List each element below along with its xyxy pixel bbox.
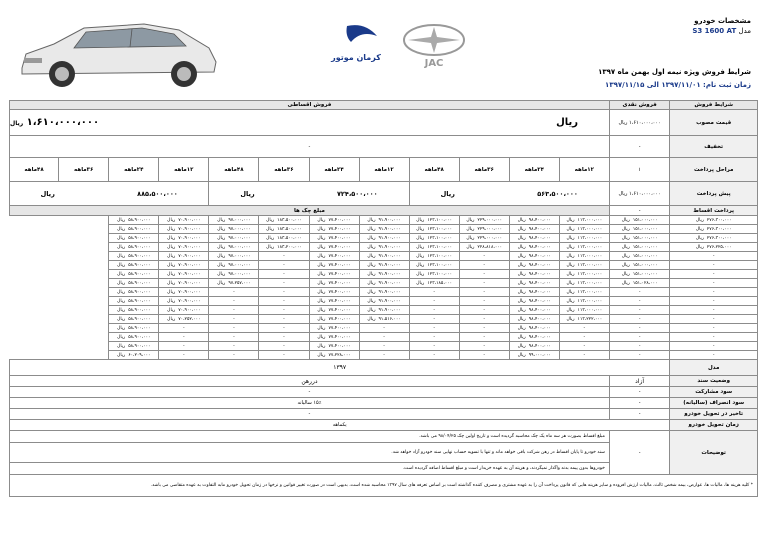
check-cell: - <box>559 324 609 333</box>
check-cell: - <box>559 351 609 360</box>
check-cell: - <box>609 306 670 315</box>
check-cell: - <box>670 306 758 315</box>
check-row <box>10 261 758 270</box>
check-cell: ۷۰،۹۰۰،۰۰۰ریال <box>159 216 209 225</box>
check-cell: ۹۸،۴۰۰،۰۰۰ریال <box>509 279 559 288</box>
check-cell: - <box>670 351 758 360</box>
check-row <box>10 315 758 324</box>
check-row <box>10 342 758 351</box>
check-cell: ۱۵۱،۰۰۰،۰۰۰ریال <box>609 270 670 279</box>
check-cell: ۹۱،۹۰۰،۰۰۰ریال <box>359 270 409 279</box>
check-cell: - <box>670 270 758 279</box>
check-cell: ۵۸،۹۰۰،۰۰۰ریال <box>109 234 159 243</box>
check-cell: - <box>670 288 758 297</box>
register-time: زمان ثبت نام: ۱۳۹۷/۱۱/۰۱ الی ۱۳۹۷/۱۱/۱۵ <box>605 81 751 89</box>
check-cell: - <box>409 288 459 297</box>
check-cell: ۷۰،۹۰۰،۰۰۰ریال <box>159 297 209 306</box>
installment-label: فروش اقساطی <box>10 101 610 110</box>
check-cell: ۲۷۶،۳۰۰،۰۰۰ریال <box>670 216 758 225</box>
check-cell: ۱۵۱،۰۲۸،۰۰۰ریال <box>609 279 670 288</box>
check-cell: ۹۸،۴۰۰،۰۰۰ریال <box>509 342 559 351</box>
delay-label: تاخیر در تحویل خودرو <box>670 409 758 420</box>
check-cell: ۷۷،۴۰۰،۰۰۰ریال <box>309 243 359 252</box>
footnote: * کلیه هزینه ها، مالیات ها، عوارض، بیمه شخص ثالث، مالیات ارزش افزوده و سایر هزینه هایی که قانون پرداخت آن را به عهده مشتری و مصرف کننده گذاشته است بر اساس تعرفه های سال ۱۳۹۷ محاسبه شده است، بدیهی است در صورت تغییر قوانین و نرخها در زمان تحویل خودرو مابه التفاوت به عهده متقاضی می باشد. <box>10 475 758 497</box>
prepay-3: ۸۸۵،۵۰۰،۰۰۰ ریال <box>10 182 209 206</box>
stage-11: ۳۶ماهه <box>59 158 109 182</box>
check-cell: ۵۸،۹۰۰،۰۰۰ریال <box>109 261 159 270</box>
delay-cash: - <box>609 409 670 420</box>
check-cell: ۱۸۳،۵۰۰،۰۰۰ریال <box>259 234 309 243</box>
check-cell: - <box>670 324 758 333</box>
stage-3: ۳۶ماهه <box>459 158 509 182</box>
note-2: سند خودرو تا پایان اقساط در رهن شرکت باقی خواهد ماند و تنها با تسویه حساب نهایی سند خودرو آزاد خواهد شد. <box>10 443 610 463</box>
check-cell: ۷۷،۴۰۰،۰۰۰ریال <box>309 333 359 342</box>
check-cell: - <box>609 288 670 297</box>
price-table <box>9 100 758 497</box>
check-cell: - <box>670 297 758 306</box>
check-cell: - <box>609 297 670 306</box>
doc-inst: دررهن <box>10 376 610 387</box>
check-cell: - <box>609 351 670 360</box>
check-amount-label: مبلغ چک ها <box>10 206 610 216</box>
installments-label: پرداخت اقساط <box>670 206 758 216</box>
check-cell: - <box>559 333 609 342</box>
check-cell: ۱۱۳،۰۰۰،۰۰۰ریال <box>559 234 609 243</box>
check-cell: - <box>259 306 309 315</box>
check-cell: - <box>459 297 509 306</box>
check-cell: ۹۸،۴۰۰،۰۰۰ریال <box>509 306 559 315</box>
check-cell: - <box>459 342 509 351</box>
check-cell: ۷۷،۴۰۰،۰۰۰ریال <box>309 342 359 351</box>
check-cell: ۷۰،۹۰۰،۰۰۰ریال <box>159 225 209 234</box>
check-cell: ۲۲۹،۰۰۰،۰۰۰ریال <box>459 225 509 234</box>
rial-left: ریال <box>556 117 579 128</box>
stage-7: ۳۶ماهه <box>259 158 309 182</box>
check-cell: ۷۰،۹۰۰،۰۰۰ریال <box>159 243 209 252</box>
check-cell: ۵۸،۹۰۰،۰۰۰ریال <box>109 270 159 279</box>
check-cell: ۷۰،۹۰۰،۰۰۰ریال <box>159 270 209 279</box>
prepay-1: ۵۶۳،۵۰۰،۰۰۰ ریال <box>409 182 609 206</box>
check-cell: - <box>209 288 259 297</box>
check-cell: - <box>159 342 209 351</box>
check-cell: ۱۱۳،۰۰۰،۰۰۰ریال <box>559 225 609 234</box>
conditions-block <box>598 66 751 92</box>
stage-5: ۱۲ماهه <box>359 158 409 182</box>
prepay-cash: ۱،۶۱۰،۰۰۰،۰۰۰ ریال <box>609 182 670 206</box>
installment-price: ریال ۱،۶۱۰،۰۰۰،۰۰۰ ریال <box>10 110 610 136</box>
check-cell: - <box>670 279 758 288</box>
check-cell: ۹۸،۴۰۰،۰۰۰ریال <box>509 243 559 252</box>
check-cell: ۹۱،۹۰۰،۰۰۰ریال <box>359 243 409 252</box>
check-cell: - <box>209 324 259 333</box>
check-cell: ۹۱،۹۰۰،۰۰۰ریال <box>359 216 409 225</box>
check-cell: - <box>459 252 509 261</box>
delay-inst: - <box>10 409 610 420</box>
stage-8: ۴۸ماهه <box>209 158 259 182</box>
kerman-motor-logo <box>325 22 387 66</box>
check-cell: - <box>409 333 459 342</box>
check-cell: - <box>159 351 209 360</box>
check-cell: ۵۸،۹۰۰،۰۰۰ریال <box>109 324 159 333</box>
page-header <box>0 0 769 100</box>
check-cell: ۷۰،۹۰۰،۰۰۰ریال <box>159 234 209 243</box>
delivery-label: زمان تحویل خودرو <box>670 420 758 431</box>
partnership-cash: - <box>609 387 670 398</box>
check-cell: - <box>259 252 309 261</box>
check-cell: - <box>609 315 670 324</box>
check-cell: - <box>259 324 309 333</box>
check-cell: ۵۸،۹۰۰،۰۰۰ریال <box>109 288 159 297</box>
conditions-title: شرایط فروش ویژه نیمه اول بهمن ماه ۱۳۹۷ <box>598 68 751 76</box>
check-cell: - <box>359 351 409 360</box>
check-cell: - <box>359 333 409 342</box>
check-cell: - <box>670 342 758 351</box>
check-row <box>10 288 758 297</box>
check-cell: ۱۸۳،۵۰۰،۰۰۰ریال <box>259 225 309 234</box>
partnership-inst: - <box>10 387 610 398</box>
check-cell: ۱۲۳،۱۰۰،۰۰۰ریال <box>409 261 459 270</box>
stage-2: ۲۴ماهه <box>509 158 559 182</box>
check-cell: - <box>259 279 309 288</box>
check-cell: ۲۲۸،۸۱۸،۰۰۰ریال <box>459 243 509 252</box>
discount-label: تخفیف <box>670 136 758 158</box>
check-cell: ۱۲۳،۱۰۰،۰۰۰ریال <box>409 243 459 252</box>
check-cell: ۷۰،۹۰۰،۰۰۰ریال <box>159 261 209 270</box>
check-cell: ۵۸،۹۰۰،۰۰۰ریال <box>109 216 159 225</box>
check-cell: - <box>259 333 309 342</box>
check-cell: ۵۸،۹۰۰،۰۰۰ریال <box>109 252 159 261</box>
check-cell: ۹۱،۹۰۰،۰۰۰ریال <box>359 234 409 243</box>
check-cell: ۲۲۹،۰۰۰،۰۰۰ریال <box>459 234 509 243</box>
check-cell: ۱۸۳،۲۰۰،۰۰۰ریال <box>259 243 309 252</box>
check-cell: ۱۱۳،۰۰۰،۰۰۰ریال <box>559 279 609 288</box>
conditions-label: شرایط فروش <box>670 101 758 110</box>
check-cell: ۷۷،۴۰۰،۰۰۰ریال <box>309 306 359 315</box>
check-cell: ۹۸،۴۰۰،۰۰۰ریال <box>509 234 559 243</box>
check-cell: - <box>209 297 259 306</box>
car-image <box>14 10 224 94</box>
check-cell: ۵۸،۹۰۰،۰۰۰ریال <box>109 279 159 288</box>
check-cell: ۱۱۳،۰۰۰،۰۰۰ریال <box>559 261 609 270</box>
check-cell: ۷۰،۹۰۰،۰۰۰ریال <box>159 252 209 261</box>
check-cell: - <box>459 279 509 288</box>
annual-inst: ۱۵٪ سالیانه <box>10 398 610 409</box>
model-year: ۱۳۹۷ <box>10 360 670 376</box>
check-cell: ۷۷،۴۰۰،۰۰۰ریال <box>309 234 359 243</box>
check-cell: ۵۸،۹۰۰،۰۰۰ریال <box>109 315 159 324</box>
check-cell: - <box>209 333 259 342</box>
check-cell: ۹۷،۰۰۰،۰۰۰ریال <box>209 243 259 252</box>
check-cell: ۹۹،۰۰۰،۰۰۰ریال <box>509 351 559 360</box>
check-cell: ۲۲۹،۰۰۰،۰۰۰ریال <box>459 216 509 225</box>
check-row <box>10 225 758 234</box>
check-row <box>10 270 758 279</box>
check-cell: ۱۲۳،۱۰۰،۰۰۰ریال <box>409 252 459 261</box>
check-cell: ۹۷،۰۰۰،۰۰۰ریال <box>209 216 259 225</box>
check-cell: ۹۸،۴۰۰،۰۰۰ریال <box>509 261 559 270</box>
check-cell: ۵۸،۹۰۰،۰۰۰ریال <box>109 342 159 351</box>
check-cell: ۲۷۶،۲۲۵،۰۰۰ریال <box>670 243 758 252</box>
check-row <box>10 279 758 288</box>
check-cell: - <box>459 261 509 270</box>
check-cell: ۱۵۱،۰۰۰،۰۰۰ریال <box>609 216 670 225</box>
price-big: ۱،۶۱۰،۰۰۰،۰۰۰ <box>26 117 100 128</box>
check-cell: - <box>459 351 509 360</box>
check-row <box>10 306 758 315</box>
check-cell: - <box>409 342 459 351</box>
check-cell: - <box>259 288 309 297</box>
check-cell: ۱۱۳،۲۲۲،۰۰۰ریال <box>559 315 609 324</box>
check-cell: - <box>559 342 609 351</box>
check-cell: ۵۸،۹۰۰،۰۰۰ریال <box>109 243 159 252</box>
check-cell: ۱۲۳،۱۰۰،۰۰۰ریال <box>409 234 459 243</box>
check-cell: - <box>409 351 459 360</box>
jac-logo-text: JAC <box>424 58 444 68</box>
check-cell: ۱۱۳،۰۰۰،۰۰۰ریال <box>559 288 609 297</box>
check-cell: ۷۷،۴۰۰،۰۰۰ریال <box>309 225 359 234</box>
check-cell: ۵۸،۹۰۰،۰۰۰ریال <box>109 333 159 342</box>
check-row <box>10 324 758 333</box>
check-cell: ۱۸۳،۵۰۰،۰۰۰ریال <box>259 216 309 225</box>
check-cell: - <box>259 297 309 306</box>
check-cell: ۹۱،۹۰۰،۰۰۰ریال <box>359 279 409 288</box>
price-label: قیمت مصوب <box>670 110 758 136</box>
spec-title: مشخصات خودرو <box>694 17 751 25</box>
check-cell: - <box>209 306 259 315</box>
stage-1: ۱۲ماهه <box>559 158 609 182</box>
model-year-label: مدل <box>670 360 758 376</box>
check-cell: ۹۸،۴۰۰،۰۰۰ریال <box>509 270 559 279</box>
check-cell: - <box>670 315 758 324</box>
check-cell: ۷۰،۹۰۰،۰۰۰ریال <box>159 306 209 315</box>
check-cell: ۹۱،۹۰۰،۰۰۰ریال <box>359 225 409 234</box>
check-cell: ۷۰،۹۰۰،۰۰۰ریال <box>159 279 209 288</box>
check-cell: ۵۸،۹۰۰،۰۰۰ریال <box>109 225 159 234</box>
check-row <box>10 216 758 225</box>
check-cell: - <box>209 351 259 360</box>
check-cell: ۹۸،۴۰۰،۰۰۰ریال <box>509 252 559 261</box>
check-cell: - <box>259 261 309 270</box>
check-cell: - <box>259 270 309 279</box>
check-cell: - <box>359 324 409 333</box>
check-cell: ۹۱،۵۱۶،۰۰۰ریال <box>359 315 409 324</box>
check-cell: - <box>209 342 259 351</box>
check-cell: - <box>159 324 209 333</box>
check-cell: ۲۷۶،۳۰۰،۰۰۰ریال <box>670 234 758 243</box>
check-cell: - <box>259 351 309 360</box>
annual-label: سود انصراف (سالیانه) <box>670 398 758 409</box>
stage-9: ۱۲ماهه <box>159 158 209 182</box>
check-row <box>10 333 758 342</box>
check-cell: - <box>609 342 670 351</box>
doc-status-label: وضعیت سند <box>670 376 758 387</box>
note-1: مبلغ اقساط بصورت هر سه ماه یک چک محاسبه گردیده است و تاریخ اولین چک ۹۸/۰۴/۲۵ می باشد. <box>10 431 610 443</box>
check-cell: - <box>459 270 509 279</box>
cash-price: ۱،۶۱۰،۰۰۰،۰۰۰ ریال <box>609 110 670 136</box>
check-row <box>10 297 758 306</box>
check-cell: - <box>459 315 509 324</box>
check-cell: - <box>409 306 459 315</box>
annual-cash: - <box>609 398 670 409</box>
model-label: مدل <box>738 27 751 35</box>
check-cell: ۹۷،۰۰۰،۰۰۰ریال <box>209 252 259 261</box>
doc-cash: آزاد <box>609 376 670 387</box>
check-cell: ۱۱۳،۰۰۰،۰۰۰ریال <box>559 270 609 279</box>
check-cell: ۹۱،۹۰۰،۰۰۰ریال <box>359 306 409 315</box>
check-cell: ۹۱،۹۰۰،۰۰۰ریال <box>359 288 409 297</box>
check-cell: ۷۷،۴۰۰،۰۰۰ریال <box>309 297 359 306</box>
check-cell: ۱۱۳،۰۰۰،۰۰۰ریال <box>559 243 609 252</box>
check-cell: ۹۷،۰۰۰،۰۰۰ریال <box>209 270 259 279</box>
check-cell: - <box>359 342 409 351</box>
note-3: خودروها بدون پیمه بدنه واگذار نمیگردند، و هزینه آن به عهده خریدار است و مبلغ اقساط اضافه گردیده است. <box>10 463 610 475</box>
installments-cash: - <box>609 206 670 216</box>
prepay-2: ۷۲۴،۵۰۰،۰۰۰ ریال <box>209 182 409 206</box>
check-cell: ۷۷،۴۰۰،۰۰۰ریال <box>309 279 359 288</box>
check-cell: ۱۵۱،۰۰۰،۰۰۰ریال <box>609 252 670 261</box>
check-cell: ۲۷۶،۳۰۰،۰۰۰ریال <box>670 225 758 234</box>
check-cell: - <box>259 315 309 324</box>
check-cell: - <box>409 297 459 306</box>
stages-cash: ۱ <box>609 158 670 182</box>
check-cell: - <box>159 333 209 342</box>
notes-cash: - <box>609 431 670 475</box>
check-cell: ۷۷،۲۲۸،۰۰۰ریال <box>309 351 359 360</box>
check-row <box>10 243 758 252</box>
check-cell: - <box>459 306 509 315</box>
spec-block <box>692 16 751 36</box>
check-cell: ۹۸،۴۰۰،۰۰۰ریال <box>509 216 559 225</box>
check-cell: ۷۷،۴۰۰،۰۰۰ریال <box>309 261 359 270</box>
stage-6: ۲۴ماهه <box>309 158 359 182</box>
kerman-logo-text: کرمان موتور <box>331 53 381 62</box>
check-cell: ۱۱۳،۰۰۰،۰۰۰ریال <box>559 252 609 261</box>
check-cell: ۹۸،۴۰۰،۰۰۰ریال <box>509 333 559 342</box>
check-cell: ۵۸،۹۰۰،۰۰۰ریال <box>109 297 159 306</box>
check-cell: ۱۵۱،۰۰۰،۰۰۰ریال <box>609 234 670 243</box>
check-cell: ۱۲۳،۱۰۰،۰۰۰ریال <box>409 225 459 234</box>
check-cell: ۹۸،۴۰۰،۰۰۰ریال <box>509 315 559 324</box>
check-row <box>10 234 758 243</box>
prepay-label: پیش پرداخت <box>670 182 758 206</box>
check-cell: ۹۸،۴۰۰،۰۰۰ریال <box>509 324 559 333</box>
check-cell: ۹۱،۹۰۰،۰۰۰ریال <box>359 261 409 270</box>
check-cell: - <box>459 324 509 333</box>
check-cell: ۱۵۱،۰۰۰،۰۰۰ریال <box>609 243 670 252</box>
check-cell: ۹۷،۰۰۰،۰۰۰ریال <box>209 234 259 243</box>
check-cell: - <box>409 315 459 324</box>
check-cell: ۷۷،۴۰۰،۰۰۰ریال <box>309 216 359 225</box>
check-cell: - <box>670 333 758 342</box>
check-cell: ۷۰،۹۰۰،۰۰۰ریال <box>159 288 209 297</box>
check-cell: ۷۰،۲۵۲،۰۰۰ریال <box>159 315 209 324</box>
check-cell: ۹۸،۴۰۰،۰۰۰ریال <box>509 288 559 297</box>
check-cell: - <box>609 333 670 342</box>
check-cell: ۱۲۳،۱۰۰،۰۰۰ریال <box>409 270 459 279</box>
stage-12: ۴۸ماهه <box>10 158 59 182</box>
check-cell: ۷۷،۴۰۰،۰۰۰ریال <box>309 315 359 324</box>
check-cell: ۱۱۳،۰۰۰،۰۰۰ریال <box>559 306 609 315</box>
check-row <box>10 252 758 261</box>
stage-4: ۴۸ماهه <box>409 158 459 182</box>
check-cell: - <box>259 342 309 351</box>
check-cell: ۱۵۱،۰۰۰،۰۰۰ریال <box>609 261 670 270</box>
delivery-value: یکماهه <box>10 420 670 431</box>
check-cell: - <box>459 288 509 297</box>
cash-label: فروش نقدی <box>609 101 670 110</box>
stages-label: مراحل پرداخت <box>670 158 758 182</box>
check-cell: ۹۸،۴۰۰،۰۰۰ریال <box>509 297 559 306</box>
jac-logo <box>398 22 470 68</box>
check-cell: ۹۱،۹۰۰،۰۰۰ریال <box>359 252 409 261</box>
check-cell: - <box>409 324 459 333</box>
check-cell: ۷۷،۴۰۰،۰۰۰ریال <box>309 270 359 279</box>
check-cell: ۱۲۳،۱۰۰،۰۰۰ریال <box>409 216 459 225</box>
check-cell: ۵۸،۹۰۰،۰۰۰ریال <box>109 306 159 315</box>
check-cell: ۹۷،۰۰۰،۰۰۰ریال <box>209 261 259 270</box>
check-cell: ۱۱۳،۰۰۰،۰۰۰ریال <box>559 216 609 225</box>
check-cell: - <box>670 261 758 270</box>
check-cell: - <box>609 324 670 333</box>
check-cell: ۱۲۳،۱۸۵،۰۰۰ریال <box>409 279 459 288</box>
check-cell: ۹۸،۴۰۰،۰۰۰ریال <box>509 225 559 234</box>
check-cell: ۹۱،۹۰۰،۰۰۰ریال <box>359 297 409 306</box>
partnership-label: سود مشارکت <box>670 387 758 398</box>
check-cell: ۷۷،۴۰۰،۰۰۰ریال <box>309 324 359 333</box>
check-cell: - <box>670 252 758 261</box>
check-cell: ۹۷،۰۰۰،۰۰۰ریال <box>209 225 259 234</box>
check-cell: - <box>209 315 259 324</box>
check-cell: ۹۷،۲۵۷،۰۰۰ریال <box>209 279 259 288</box>
check-cell: ۱۱۳،۰۰۰،۰۰۰ریال <box>559 297 609 306</box>
check-cell: ۶۰،۲۰۹،۰۰۰ریال <box>109 351 159 360</box>
check-cell: - <box>459 333 509 342</box>
notes-label: توضیحات <box>670 431 758 475</box>
check-row <box>10 351 758 360</box>
check-cell: ۷۷،۴۰۰،۰۰۰ریال <box>309 252 359 261</box>
check-cell: ۷۷،۴۰۰،۰۰۰ریال <box>309 288 359 297</box>
model-value: S3 1600 AT <box>692 27 737 35</box>
discount-cash: - <box>609 136 670 158</box>
stage-10: ۲۴ماهه <box>109 158 159 182</box>
discount-inst: - <box>10 136 610 158</box>
check-cell: ۱۵۱،۰۰۰،۰۰۰ریال <box>609 225 670 234</box>
